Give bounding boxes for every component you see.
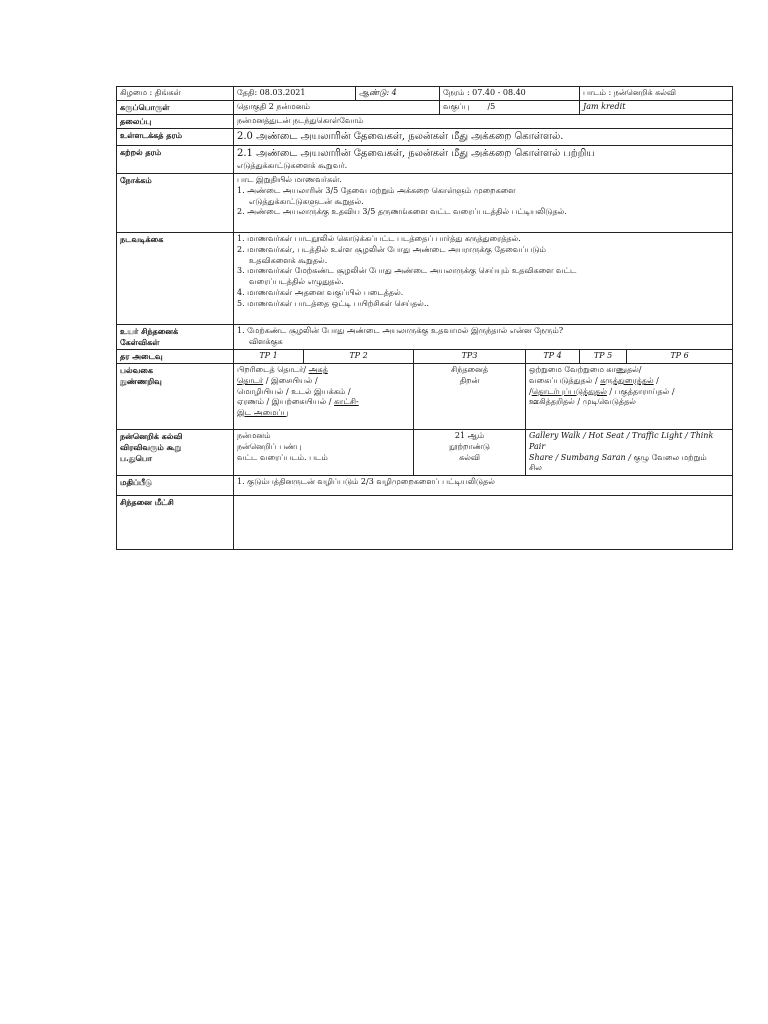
tp-level-5: TP 5: [580, 350, 627, 364]
thinking-skill-3a: /: [529, 386, 532, 396]
title-value: நன்மனத்துடன் நடந்துகொள்வோம்: [234, 115, 733, 129]
credit-cell: Jam kredit: [580, 101, 733, 115]
activity-3b: வரைப்படத்தில் எழுதுதல்.: [249, 277, 344, 287]
content-standard-row: [117, 129, 733, 146]
activity-2a: 2. மாணவர்கள், படத்தில் உள்ள சூழலின் போது அண்டை அயராருக்கு தேவைப்படும்: [237, 244, 546, 254]
header-row: [117, 87, 733, 101]
content-standard-label: உள்ளடக்கத் தரம்: [117, 129, 234, 146]
content-standard-value: 2.0 அண்டை அயலாரின் தேவைகள், நலன்கள் மீது அக்கறை கொள்ளல்.: [234, 129, 733, 146]
pak21-methods-3: சில: [529, 463, 542, 473]
mi-text-1b: அகத்: [308, 365, 328, 374]
learning-standard-line1: 2.1 அண்டை அயலாரின் தேவைகள், நலன்கள் மீது அக்கறை கொள்ளல் பற்றிய: [237, 148, 595, 159]
tp-level-4: TP 4: [526, 350, 580, 364]
reflection-row: [117, 496, 733, 550]
tp-level-1: TP 1: [234, 350, 304, 364]
thinking-skill-3c: / பகுத்தாராய்தல் /: [606, 386, 675, 396]
day-cell: கிழமை : திங்கள்: [117, 87, 234, 101]
learning-standard-label: கற்றல் தரம்: [117, 146, 234, 174]
tp-level-3: TP3: [414, 350, 526, 364]
hots-question-1: 1. மேற்கண்ட சூழலின் போது அண்டை அயலாருக்கு உதவாமல் இருந்தால் என்ன நேரும்?: [237, 326, 564, 335]
objective-label: நோக்கம்: [117, 174, 234, 233]
mi-text-4a: ஏரணம் / இயற்கையியல் /: [237, 397, 335, 407]
year-cell: ஆண்டு: 4: [356, 87, 440, 101]
hots-row: [117, 325, 733, 350]
activity-3a: 3. மாணவர்கள் மேற்கண்ட சூழலின் போது அண்டை அயலாருக்கு செய்யும் உதவிகளை வட்ட: [237, 266, 577, 276]
reflection-label: சிந்தனை மீட்சி: [117, 496, 234, 550]
activity-1: 1. மாணவர்கள் பாடநூலில் கொடுக்கப்பட்ட படத்தைப் பார்த்து கருத்துரைத்தல்.: [237, 234, 521, 243]
closing-value: 1. குடும்பத்தினருடன் வழிப்படும் 2/3 வழிமுறைகளைப் பட்டியலிடுதல்: [234, 476, 733, 496]
pak21-methods-2a: Share / Sumbang Saran /: [529, 452, 634, 462]
hots-label-1: உயர் சிந்தனைக்: [120, 326, 179, 336]
closing-label: மதிப்பீடு: [117, 476, 234, 496]
activities-label: நடவடிக்கை: [117, 233, 234, 325]
mi-label-2: நுண்ணறிவு: [120, 375, 162, 386]
learning-standard-line2: எடுத்துக்காட்டுகளைக் கூறுவர்.: [237, 160, 348, 170]
objective-item-1b: எடுத்துக்காட்டுகளுடன் கூறுதல்.: [249, 196, 364, 206]
reflection-value: [234, 496, 733, 550]
lesson-plan-table: [116, 86, 733, 550]
objective-intro: பாட இறுதியில் மாணவர்கள்.: [237, 175, 342, 184]
closing-row: [117, 476, 733, 496]
objective-row: [117, 174, 733, 233]
time-cell: நேரம் : 07.40 - 08.40: [440, 87, 580, 101]
thinking-skill-2c: /: [653, 375, 659, 385]
thinking-skill-2a: வகைப்படுத்துதல் /: [529, 375, 601, 385]
activity-4: 4. மாணவர்கள் அதனை வகுப்பில் படைத்தல்.: [237, 287, 404, 297]
thinking-skill-3b: தொடர்புப்படுத்துதல்: [531, 386, 607, 396]
mi-text-5: இட அமைப்பு: [237, 408, 289, 418]
century-label-1: 21 ஆம்: [454, 431, 485, 440]
theme-label: கருப்பொருள்: [117, 101, 234, 115]
hots-label-2: கேள்விகள்: [120, 336, 160, 347]
century-label-3: கல்வி: [459, 452, 480, 462]
mi-text-2a: தொடர்: [237, 375, 264, 385]
mi-text-3: மொழியியல் / உடல் இயக்கம் /: [237, 386, 351, 396]
values-label-3: ப.துபொ: [120, 452, 153, 463]
lesson-plan-page: [116, 86, 732, 550]
values-label-1: நன்னெறிக் கல்வி: [120, 431, 183, 441]
values-row: [117, 430, 733, 476]
mi-label-1: பல்வகை: [120, 365, 153, 375]
values-text-2: நன்னெறிப் பண்பு: [237, 441, 302, 451]
theme-row: [117, 101, 733, 115]
objective-item-1a: 1. அண்டை அயலாரின் 3/5 தேவை மற்றும் அக்கறை கொள்ளும் முறைகளை: [237, 185, 516, 195]
values-label-2: விரவிவரும் கூறு: [120, 441, 182, 452]
mi-text-4b: காட்சி-: [334, 397, 359, 407]
thinking-skill-label-2: திறன்: [459, 375, 480, 385]
activity-2b: உதவிகளைக் கூறுதல்.: [249, 255, 328, 265]
objective-item-2: 2. அண்டை அயலாருக்கு உதவிய 3/5 தருணங்களை வட்ட வரைப்படத்தில் பட்டியலிடுதல்.: [237, 207, 567, 217]
pak21-methods-1: Gallery Walk / Hot Seat / Traffic Light / Think Pair: [529, 431, 714, 451]
activity-5: 5. மாணவர்கள் பாடத்தை ஒட்டி பயிற்சிகள் செய்தல்..: [237, 298, 429, 308]
class-cell: வகுப்பு /5: [440, 101, 580, 115]
date-cell: தேதி: 08.03.2021: [234, 87, 356, 101]
multiple-intelligence-row: [117, 364, 733, 430]
tp-row: [117, 350, 733, 364]
tp-level-6: TP 6: [627, 350, 733, 364]
thinking-skill-label-1: சிந்தனைத்: [450, 365, 489, 374]
activities-row: [117, 233, 733, 325]
tp-level-2: TP 2: [304, 350, 414, 364]
thinking-skill-4: ஊகித்தறிதல் / முடிவெடுத்தல்: [529, 397, 636, 407]
learning-standard-row: [117, 146, 733, 174]
thinking-skill-1: ஒற்றுமை வேற்றுமை காணுதல்/: [529, 365, 642, 374]
title-label: தலைப்பு: [117, 115, 234, 129]
values-text-1: நன்மனம்: [237, 431, 271, 440]
thinking-skill-2b: கருத்துரைத்தல்: [600, 375, 654, 385]
century-label-2: நூற்றாண்டு: [449, 441, 490, 451]
values-text-3: வட்ட வரைப்படம். படம்: [237, 452, 328, 462]
hots-question-2: விளக்குக: [249, 336, 283, 346]
mi-text-2b: / இசையியல் /: [263, 375, 318, 385]
pak21-methods-2b: குழு வேலை மற்றும்: [633, 452, 707, 462]
tp-label: தர அடைவு: [117, 350, 234, 364]
mi-text-1a: பிறரிடைத் தொடர்/: [237, 365, 309, 374]
theme-value: தொகுதி 2 நன்மனம்: [234, 101, 440, 115]
subject-cell: பாடம் : நன்னெறிக் கல்வி: [580, 87, 733, 101]
title-row: [117, 115, 733, 129]
